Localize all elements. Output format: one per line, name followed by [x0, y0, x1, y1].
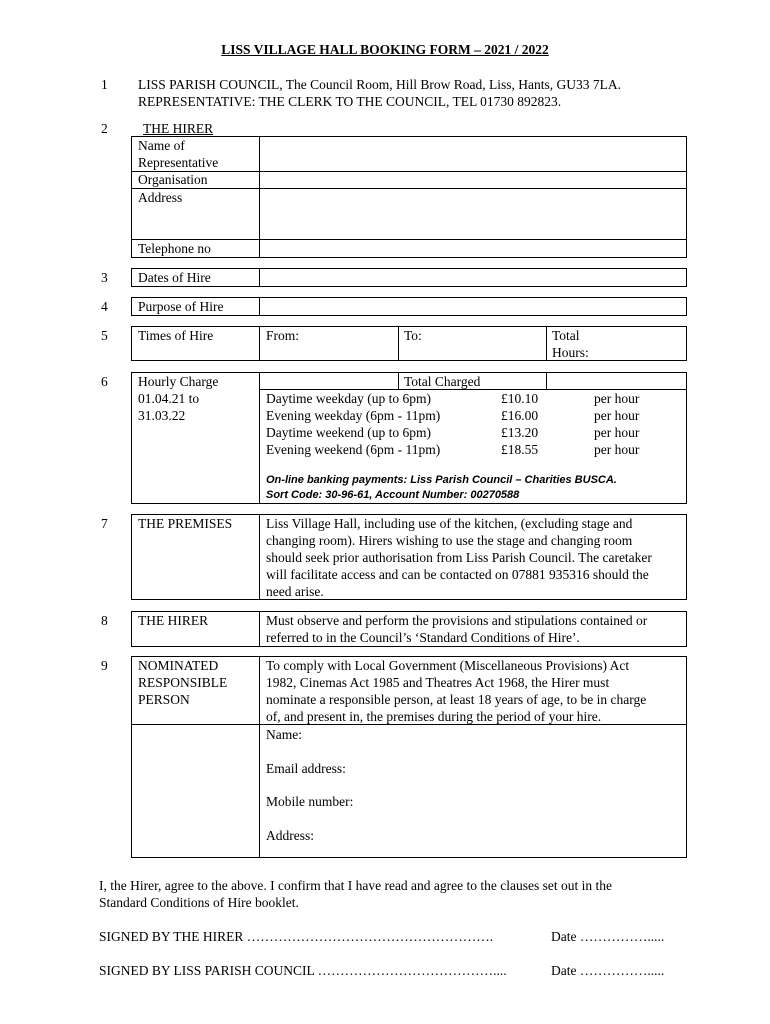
person-address-field[interactable] — [320, 827, 685, 856]
premises-text: changing room). Hirers wishing to use the stage and changing room — [266, 533, 633, 548]
rate-description: Daytime weekday (up to 6pm) — [266, 391, 431, 406]
section-number: 2 — [101, 121, 108, 136]
legal-requirement-text: nominate a responsible person, at least 18 years of age, to be in charge — [266, 692, 647, 707]
table-divider — [546, 326, 547, 361]
table-divider — [259, 326, 260, 361]
rate-description: Daytime weekend (up to 6pm) — [266, 425, 431, 440]
responsible-person-label: NOMINATED — [138, 658, 219, 673]
premises-label: THE PREMISES — [138, 516, 233, 531]
legal-requirement-text: To comply with Local Government (Miscellaneous Provisions) Act — [266, 658, 630, 673]
section-number: 6 — [101, 374, 108, 389]
rate-price: £16.00 — [501, 408, 539, 423]
council-address: LISS PARISH COUNCIL, The Council Room, Hill Brow Road, Liss, Hants, GU33 7LA. — [138, 77, 622, 92]
organisation-field[interactable] — [261, 173, 685, 187]
table-divider — [398, 326, 399, 361]
council-signature-line[interactable]: SIGNED BY LISS PARISH COUNCIL ………………………………….... — [99, 963, 507, 978]
person-name-label: Name: — [266, 727, 302, 742]
address-label: Address — [138, 190, 183, 205]
hirer-date-line[interactable]: Date ……………..... — [551, 929, 665, 944]
section-number: 5 — [101, 328, 108, 343]
person-name-field[interactable] — [310, 726, 685, 743]
address-field[interactable] — [261, 190, 685, 238]
table-divider — [259, 514, 260, 600]
premises-text: will facilitate access and can be contacted on 07881 935316 should the — [266, 567, 649, 582]
legal-requirement-text: of, and present in, the premises during the period of your hire. — [266, 709, 602, 724]
hirer-obligations-text: referred to in the Council’s ‘Standard Conditions of Hire’. — [266, 630, 580, 645]
organisation-label: Organisation — [138, 172, 208, 187]
charge-period: 01.04.21 to — [138, 391, 200, 406]
agreement-text: I, the Hirer, agree to the above. I confirm that I have read and agree to the clauses set out in the — [99, 878, 612, 893]
purpose-of-hire-field[interactable] — [261, 299, 685, 315]
section-number: 7 — [101, 516, 108, 531]
table-divider — [131, 188, 687, 189]
times-of-hire-label: Times of Hire — [138, 328, 214, 343]
total-charged-label: Total Charged — [404, 374, 481, 389]
rate-price: £18.55 — [501, 442, 539, 457]
rate-price: £13.20 — [501, 425, 539, 440]
section-number: 8 — [101, 613, 108, 628]
table-divider — [259, 656, 260, 858]
dates-of-hire-field[interactable] — [261, 270, 685, 286]
table-divider — [131, 171, 687, 172]
table-divider — [259, 297, 260, 316]
from-label: From: — [266, 328, 300, 343]
table-divider — [259, 268, 260, 287]
table-divider — [259, 372, 260, 504]
page-title: LISS VILLAGE HALL BOOKING FORM – 2021 / 2022 — [221, 42, 549, 57]
bank-sort-code: Sort Code: 30-96-61, Account Number: 00270588 — [266, 489, 520, 501]
total-charged-field[interactable] — [548, 374, 685, 388]
premises-text: need arise. — [266, 584, 324, 599]
section-number: 3 — [101, 270, 108, 285]
responsible-person-label: PERSON — [138, 692, 190, 707]
rate-unit: per hour — [594, 425, 640, 440]
council-date-line[interactable]: Date ……………..... — [551, 963, 665, 978]
dates-of-hire-label: Dates of Hire — [138, 270, 211, 285]
premises-text: Liss Village Hall, including use of the kitchen, (excluding stage and — [266, 516, 633, 531]
rate-description: Evening weekday (6pm - 11pm) — [266, 408, 441, 423]
hirer-signature-line[interactable]: SIGNED BY THE HIRER ………………………………………………. — [99, 929, 494, 944]
person-mobile-label: Mobile number: — [266, 794, 354, 809]
person-address-label: Address: — [266, 828, 314, 843]
telephone-label: Telephone no — [138, 241, 211, 256]
total-hours-label: Total — [552, 328, 580, 343]
rate-unit: per hour — [594, 391, 640, 406]
council-representative: REPRESENTATIVE: THE CLERK TO THE COUNCIL, TEL 01730 892823. — [138, 94, 562, 109]
responsible-person-label: RESPONSIBLE — [138, 675, 228, 690]
telephone-field[interactable] — [261, 241, 685, 257]
hourly-charge-field[interactable] — [261, 374, 396, 388]
legal-requirement-text: 1982, Cinemas Act 1985 and Theatres Act 1968, the Hirer must — [266, 675, 610, 690]
rate-unit: per hour — [594, 442, 640, 457]
rate-description: Evening weekend (6pm - 11pm) — [266, 442, 441, 457]
section-number: 9 — [101, 658, 108, 673]
purpose-of-hire-label: Purpose of Hire — [138, 299, 224, 314]
total-hours-label: Hours: — [552, 345, 589, 360]
premises-text: should seek prior authorisation from Liss Parish Council. The caretaker — [266, 550, 652, 565]
representative-label: Representative — [138, 155, 219, 170]
rate-unit: per hour — [594, 408, 640, 423]
agreement-text: Standard Conditions of Hire booklet. — [99, 895, 299, 910]
table-divider — [131, 239, 687, 240]
section-number: 4 — [101, 299, 108, 314]
hourly-charge-label: Hourly Charge — [138, 374, 219, 389]
person-email-label: Email address: — [266, 761, 346, 776]
person-email-field[interactable] — [352, 760, 685, 777]
bank-details: On-line banking payments: Liss Parish Council – Charities BUSCA. — [266, 474, 617, 486]
to-label: To: — [404, 328, 422, 343]
rate-price: £10.10 — [501, 391, 539, 406]
section-number: 1 — [101, 77, 108, 92]
hirer-obligations-label: THE HIRER — [138, 613, 209, 628]
hirer-obligations-text: Must observe and perform the provisions and stipulations contained or — [266, 613, 648, 628]
hirer-heading: THE HIRER — [143, 121, 214, 136]
person-mobile-field[interactable] — [360, 793, 685, 810]
representative-field[interactable] — [261, 138, 685, 170]
table-divider — [546, 372, 547, 389]
table-divider — [398, 372, 399, 389]
charge-period: 31.03.22 — [138, 408, 186, 423]
to-time-field[interactable] — [428, 328, 543, 359]
total-hours-field[interactable] — [600, 328, 684, 359]
table-divider — [259, 611, 260, 647]
representative-label: Name of — [138, 138, 185, 153]
from-time-field[interactable] — [305, 328, 395, 359]
